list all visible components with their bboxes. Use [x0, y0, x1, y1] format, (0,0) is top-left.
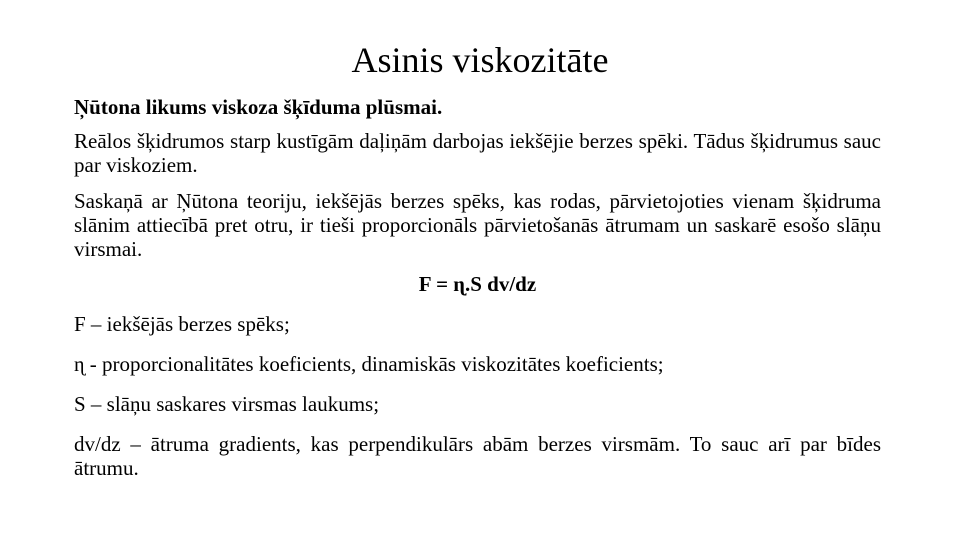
section-heading: Ņūtona likums viskoza šķīduma plūsmai. [74, 95, 443, 119]
definition-surface-area: S – slāņu saskares virsmas laukums; [74, 392, 380, 416]
newton-formula: F = ɳ.S dv/dz [418, 272, 537, 296]
paragraph-newton-theory: Saskaņā ar Ņūtona teoriju, iekšējās berzes spēks, kas rodas, pārvietojoties vienam šķidruma slānim attiecībā pret otru, ir tieši proporcionāls pārvietošanās ātrumam un saskarē esošo slāņu virsmai. [74, 189, 881, 261]
definition-velocity-gradient: dv/dz – ātruma gradients, kas perpendikulārs abām berzes virsmām. To sauc arī par bīdes ātrumu. [74, 432, 881, 480]
slide-title: Asinis viskozitāte [351, 40, 609, 80]
definition-force: F – iekšējās berzes spēks; [74, 312, 290, 336]
definition-viscosity-coefficient: ɳ - proporcionalitātes koeficients, dinamiskās viskozitātes koeficients; [74, 352, 664, 376]
slide-body [74, 95, 881, 480]
paragraph-viscous-fluids: Reālos šķidrumos starp kustīgām daļiņām darbojas iekšējie berzes spēki. Tādus šķidrumus sauc par viskoziem. [74, 129, 881, 177]
